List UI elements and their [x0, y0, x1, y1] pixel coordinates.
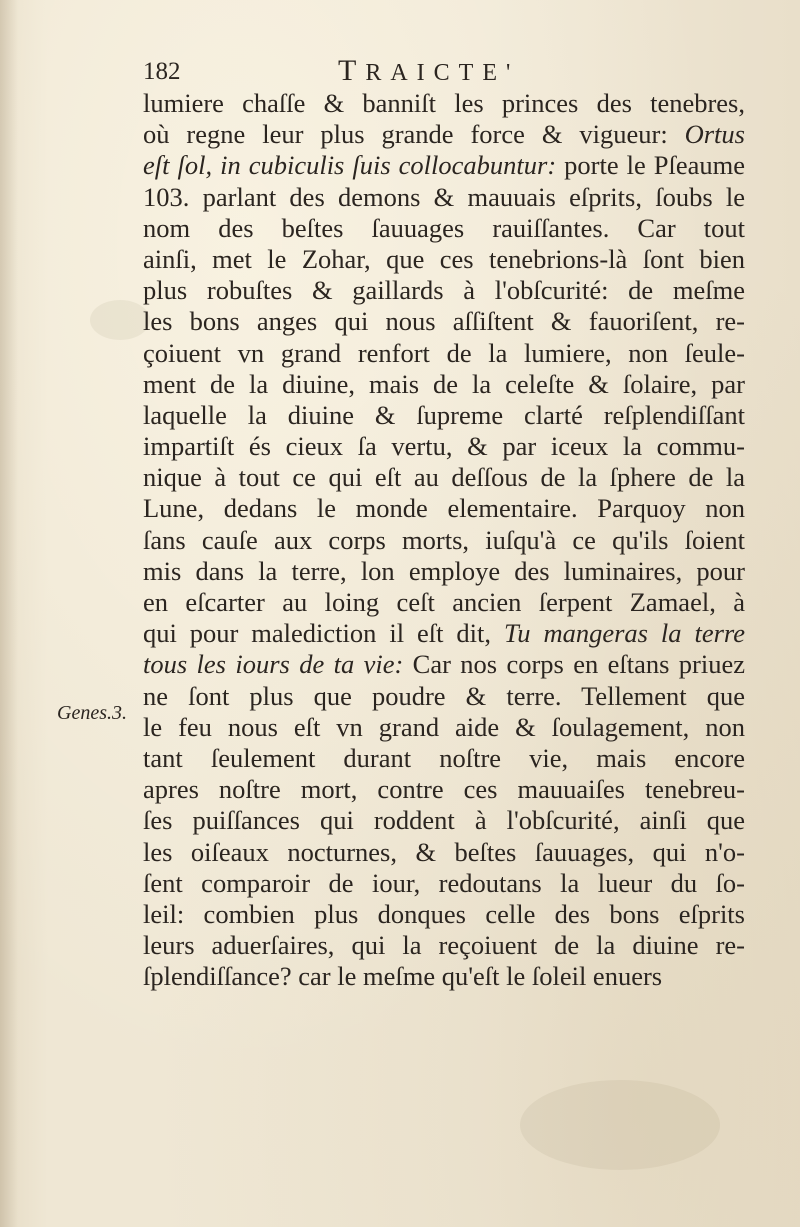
text-run: ſent comparoir de iour, redoutans la lueur du ſo- [143, 867, 745, 898]
text-run: ſans cauſe aux corps morts, iuſqu'à ce qu'ils ſoient [143, 524, 745, 555]
text-line [143, 743, 745, 774]
text-run: lumiere chaſſe & banniſt les princes des tenebres, [143, 88, 745, 118]
text-line [143, 119, 745, 150]
text-run: où regne leur plus grande force & vigueur: [143, 119, 685, 150]
text-line [143, 649, 745, 680]
text-run: les bons anges qui nous aſſiſtent & fauoriſent, re- [143, 306, 745, 337]
text-line [143, 899, 745, 930]
text-run: porte le Pſeaume [556, 150, 745, 181]
text-line [143, 493, 745, 524]
text-line [143, 306, 745, 337]
text-line [143, 462, 745, 493]
text-run: les oiſeaux nocturnes, & beſtes ſauuages, qui n'o- [143, 836, 745, 867]
text-run: tant ſeulement durant noſtre vie, mais encore [143, 742, 745, 773]
text-run: 103. parlant des demons & mauuais eſprits, ſoubs le [143, 181, 745, 212]
running-head-rest: RAICTE' [365, 60, 520, 86]
text-run: qui pour malediction il eſt dit, [143, 618, 504, 649]
text-run: plus robuſtes & gaillards à l'obſcurité: de meſme [143, 275, 745, 306]
italic-run: Tu mangeras la terre [503, 618, 745, 649]
text-line [143, 525, 745, 556]
text-line [143, 369, 745, 400]
text-run: ne ſont plus que poudre & terre. Tellement que [143, 680, 745, 711]
text-run: leil: combien plus donques celle des bons eſprits [143, 898, 745, 929]
text-run: Car nos corps en eſtans priuez [403, 649, 745, 680]
paper-stain [520, 1080, 720, 1170]
text-run: ment de la diuine, mais de la celeſte & ſolaire, par [143, 368, 745, 399]
italic-run: Ortus [684, 119, 745, 150]
text-run: leurs aduerſaires, qui la reçoiuent de la diuine re- [143, 930, 745, 961]
text-run: mis dans la terre, lon employe des luminaires, pour [143, 555, 745, 586]
gutter-shadow [0, 0, 18, 1227]
text-line [143, 805, 745, 836]
text-line [143, 681, 745, 712]
text-line [143, 244, 745, 275]
text-run: apres noſtre mort, contre ces mauuaiſes tenebreu- [143, 774, 745, 805]
text-line [143, 774, 745, 805]
margin-note: Genes.3. [57, 702, 127, 724]
text-line [143, 338, 745, 369]
running-head [338, 54, 519, 88]
text-line [143, 556, 745, 587]
text-line [143, 182, 745, 213]
text-run: laquelle la diuine & ſupreme clarté reſplendiſſant [143, 399, 745, 430]
text-line [143, 961, 745, 992]
text-run: ſes puiſſances qui roddent à l'obſcurité, ainſi que [143, 805, 745, 836]
text-run: en eſcarter au loing ceſt ancien ſerpent Zamael, à [143, 587, 745, 617]
text-line [143, 88, 745, 119]
page-number: 182 [143, 58, 181, 85]
text-line [143, 150, 745, 181]
text-line [143, 618, 745, 649]
text-run: le feu nous eſt vn grand aide & ſoulagement, non [143, 711, 745, 742]
text-line [143, 837, 745, 868]
text-run: nique à tout ce qui eſt au deſſous de la ſphere de la [143, 462, 745, 493]
text-run: ſplendiſſance? car le meſme qu'eſt le ſoleil enuers [143, 961, 663, 992]
italic-run: eſt ſol, in cubiculis ſuis collocabuntur: [143, 150, 557, 181]
page-header [143, 52, 743, 88]
text-run: nom des beſtes ſauuages rauiſſantes. Car tout [143, 212, 745, 243]
paper-stain [90, 300, 150, 340]
running-head-initial: T [338, 54, 366, 87]
text-run: ainſi, met le Zohar, que ces tenebrions-là ſont bien [143, 243, 745, 274]
text-line [143, 930, 745, 961]
text-line [143, 712, 745, 743]
text-line [143, 868, 745, 899]
text-line [143, 431, 745, 462]
italic-run: tous les iours de ta vie: [143, 649, 404, 680]
text-line [143, 587, 745, 618]
text-run: Lune, dedans le monde elementaire. Parquoy non [143, 493, 745, 524]
text-line [143, 213, 745, 244]
text-run: impartiſt és cieux ſa vertu, & par iceux la commu- [143, 431, 745, 462]
text-run: çoiuent vn grand renfort de la lumiere, non ſeule- [143, 337, 745, 368]
text-line [143, 400, 745, 431]
text-line [143, 275, 745, 306]
body-text [143, 88, 745, 992]
